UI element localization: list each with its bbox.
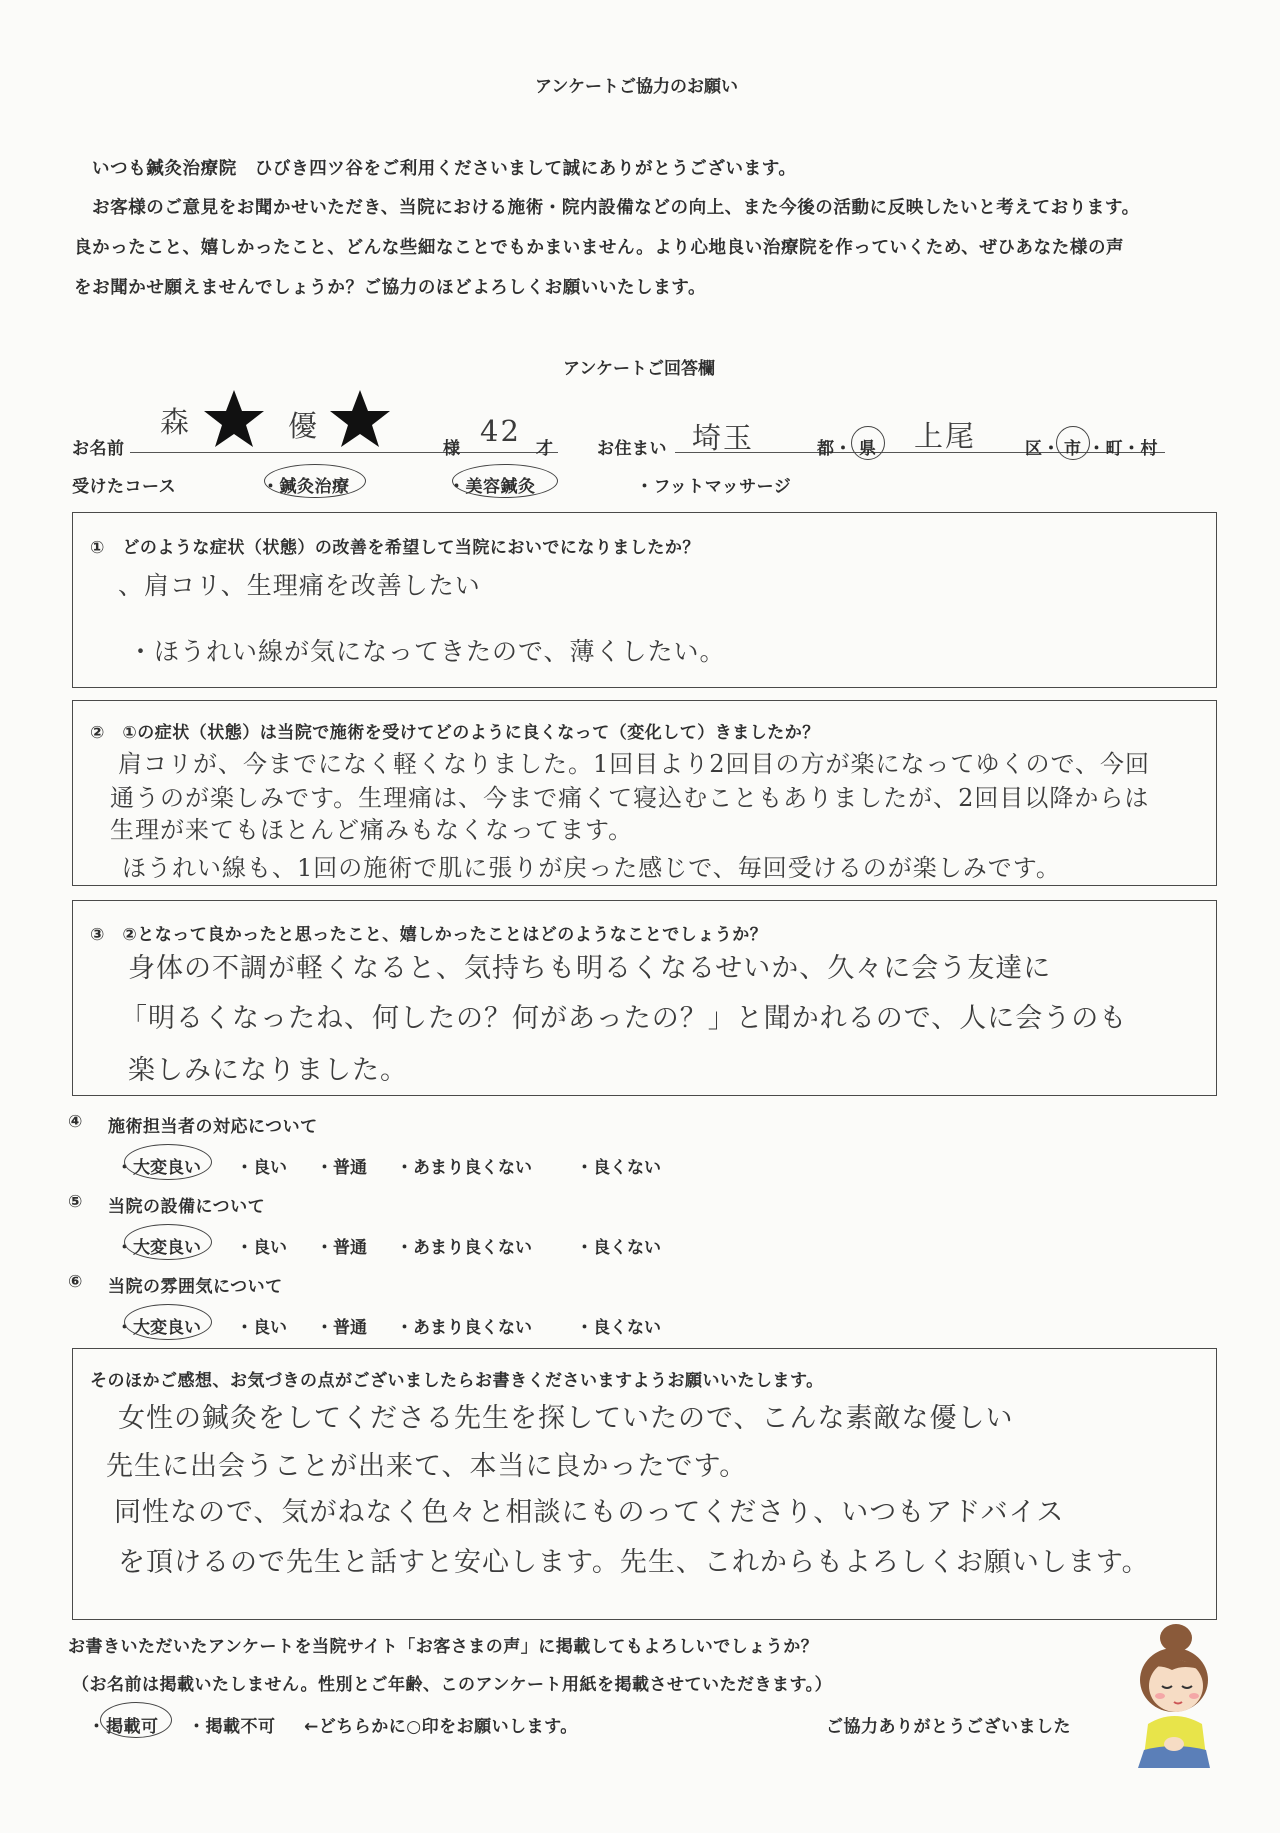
q2-answer-line-4: ほうれい線も、1回の施術で肌に張りが戻った感じで、毎回受けるのが楽しみです。 — [122, 854, 1061, 882]
q5-label: 当院の設備について — [108, 1197, 266, 1217]
q4-option-very-good: ・大変良い — [116, 1158, 201, 1178]
name-first-handwritten: 森 — [160, 405, 192, 439]
comments-answer-line-3: 同性なので、気がねなく色々と相談にものってくださり、いつもアドバイス — [114, 1497, 1065, 1528]
comments-prompt: そのほかご感想、お気づきの点がございましたらお書きくださいますようお願いいたします。 — [90, 1371, 824, 1391]
intro-line-2: お客様のご意見をお聞かせいただき、当院における施術・院内設備などの向上、また今後の活動に反映したいと考えております。 — [92, 198, 1140, 218]
age-handwritten: 42 — [480, 414, 521, 448]
q2-answer-line-2: 通うのが楽しみです。生理痛は、今まで痛くて寝込むこともありましたが、2回目以降からは — [110, 784, 1150, 812]
q6-option-not-so-good: ・あまり良くない — [396, 1318, 532, 1338]
q6-option-bad: ・良くない — [576, 1318, 661, 1338]
comments-answer-line-4: を頂けるので先生と話すと安心します。先生、これからもよろしくお願いします。 — [118, 1547, 1150, 1578]
age-unit: 才 — [536, 439, 554, 459]
course-foot-massage: ・フットマッサージ — [636, 477, 792, 497]
q6-option-normal: ・普通 — [316, 1318, 367, 1338]
q3-answer-line-3: 楽しみになりました。 — [128, 1055, 408, 1086]
name-label: お名前 — [72, 439, 125, 459]
permission-no-option: ・掲載不可 — [188, 1717, 276, 1737]
star-icon — [328, 388, 392, 450]
intro-line-3: 良かったこと、嬉しかったこと、どんな些細なことでもかまいません。より心地良い治療院を作っていくため、ぜひあなた様の声 — [74, 238, 1125, 258]
machi-mura-label: ・町・村 — [1088, 439, 1158, 459]
permission-yes-option: 掲載可 — [106, 1717, 159, 1737]
address-label: お住まい — [597, 439, 667, 459]
permission-yes-dot: ・ — [88, 1717, 106, 1737]
q5-option-not-so-good: ・あまり良くない — [396, 1238, 532, 1258]
course-label: 受けたコース — [72, 477, 177, 497]
name-second-handwritten: 優 — [288, 409, 320, 443]
ku-label: 区・ — [1025, 439, 1060, 459]
q4-option-bad: ・良くない — [576, 1158, 661, 1178]
q6-number: ⑥ — [68, 1272, 83, 1292]
q4-option-not-so-good: ・あまり良くない — [396, 1158, 532, 1178]
city-handwritten: 上尾 — [914, 419, 977, 453]
q4-label: 施術担当者の対応について — [108, 1117, 318, 1137]
course-acupuncture: ・鍼灸治療 — [262, 477, 350, 497]
q5-option-bad: ・良くない — [576, 1238, 661, 1258]
permission-question: お書きいただいたアンケートを当院サイト「お客さまの声」に掲載してもよろしいでしょうか？ — [68, 1637, 819, 1657]
ken-label: 県 — [859, 439, 877, 459]
answer-section-title: アンケートご回答欄 — [563, 359, 715, 379]
sama-label: 様 — [443, 439, 461, 459]
q6-option-good: ・良い — [236, 1318, 287, 1338]
thanks-text: ご協力ありがとうございました — [826, 1717, 1071, 1737]
q6-label: 当院の雰囲気について — [108, 1277, 283, 1297]
q3-answer-line-2: 「明るくなったね、何したの？何があったの？」と聞かれるので、人に会うのも — [120, 1003, 1128, 1034]
ken-selected-circle — [851, 426, 885, 460]
q5-selected-circle — [124, 1224, 212, 1260]
shi-label: 市 — [1064, 439, 1082, 459]
q4-selected-circle — [124, 1144, 212, 1180]
intro-line-4: をお聞かせ願えませんでしょうか？ご協力のほどよろしくお願いいたします。 — [74, 278, 707, 298]
q4-option-good: ・良い — [236, 1158, 287, 1178]
comments-answer-line-2: 先生に出会うことが出来て、本当に良かったです。 — [106, 1451, 748, 1482]
q1-question: ① どのような症状（状態）の改善を希望して当院においでになりましたか？ — [90, 538, 700, 558]
q2-answer-line-1: 肩コリが、今までになく軽くなりました。1回目より2回目の方が楽になってゆくので、今回 — [118, 750, 1151, 778]
intro-line-1: いつも鍼灸治療院 ひびき四ツ谷をご利用くださいまして誠にありがとうございます。 — [92, 159, 797, 179]
permission-note: （お名前は掲載いたしません。性別とご年齢、このアンケート用紙を掲載させていただきます。） — [72, 1675, 833, 1695]
q2-answer-line-3: 生理が来てもほとんど痛みもなくなってます。 — [110, 816, 634, 844]
q4-number: ④ — [68, 1112, 83, 1132]
q6-option-very-good: ・大変良い — [116, 1318, 201, 1338]
course-beauty-acupuncture: ・美容鍼灸 — [448, 477, 536, 497]
q1-answer-line-2: ・ほうれい線が気になってきたので、薄くしたい。 — [128, 637, 726, 666]
q6-selected-circle — [124, 1304, 212, 1340]
q5-option-normal: ・普通 — [316, 1238, 367, 1258]
q5-option-good: ・良い — [236, 1238, 287, 1258]
star-icon — [202, 388, 266, 450]
q3-answer-line-1: 身体の不調が軽くなると、気持ちも明るくなるせいか、久々に会う友達に — [128, 953, 1052, 984]
shi-selected-circle — [1056, 426, 1090, 460]
to-ken-label: 都・ — [817, 439, 852, 459]
permission-yes-circle — [100, 1702, 172, 1738]
prefecture-handwritten: 埼玉 — [692, 421, 755, 455]
q2-question: ② ①の症状（状態）は当院で施術を受けてどのように良くなって（変化して）きましたか？ — [90, 723, 820, 743]
course-beauty-circle — [452, 464, 558, 498]
course-acupuncture-circle — [264, 464, 366, 498]
q3-question: ③ ②となって良かったと思ったこと、嬉しかったことはどのようなことでしょうか？ — [90, 925, 768, 945]
permission-instruction: ←どちらかに○印をお願いします。 — [304, 1717, 578, 1737]
page-title: アンケートご協力のお願い — [535, 77, 738, 97]
q5-option-very-good: ・大変良い — [116, 1238, 201, 1258]
q5-number: ⑤ — [68, 1192, 83, 1212]
girl-illustration-icon — [1124, 1620, 1224, 1774]
comments-answer-line-1: 女性の鍼灸をしてくださる先生を探していたので、こんな素敵な優しい — [118, 1403, 1014, 1434]
q4-option-normal: ・普通 — [316, 1158, 367, 1178]
q1-answer-line-1: 、肩コリ、生理痛を改善したい — [118, 571, 481, 600]
